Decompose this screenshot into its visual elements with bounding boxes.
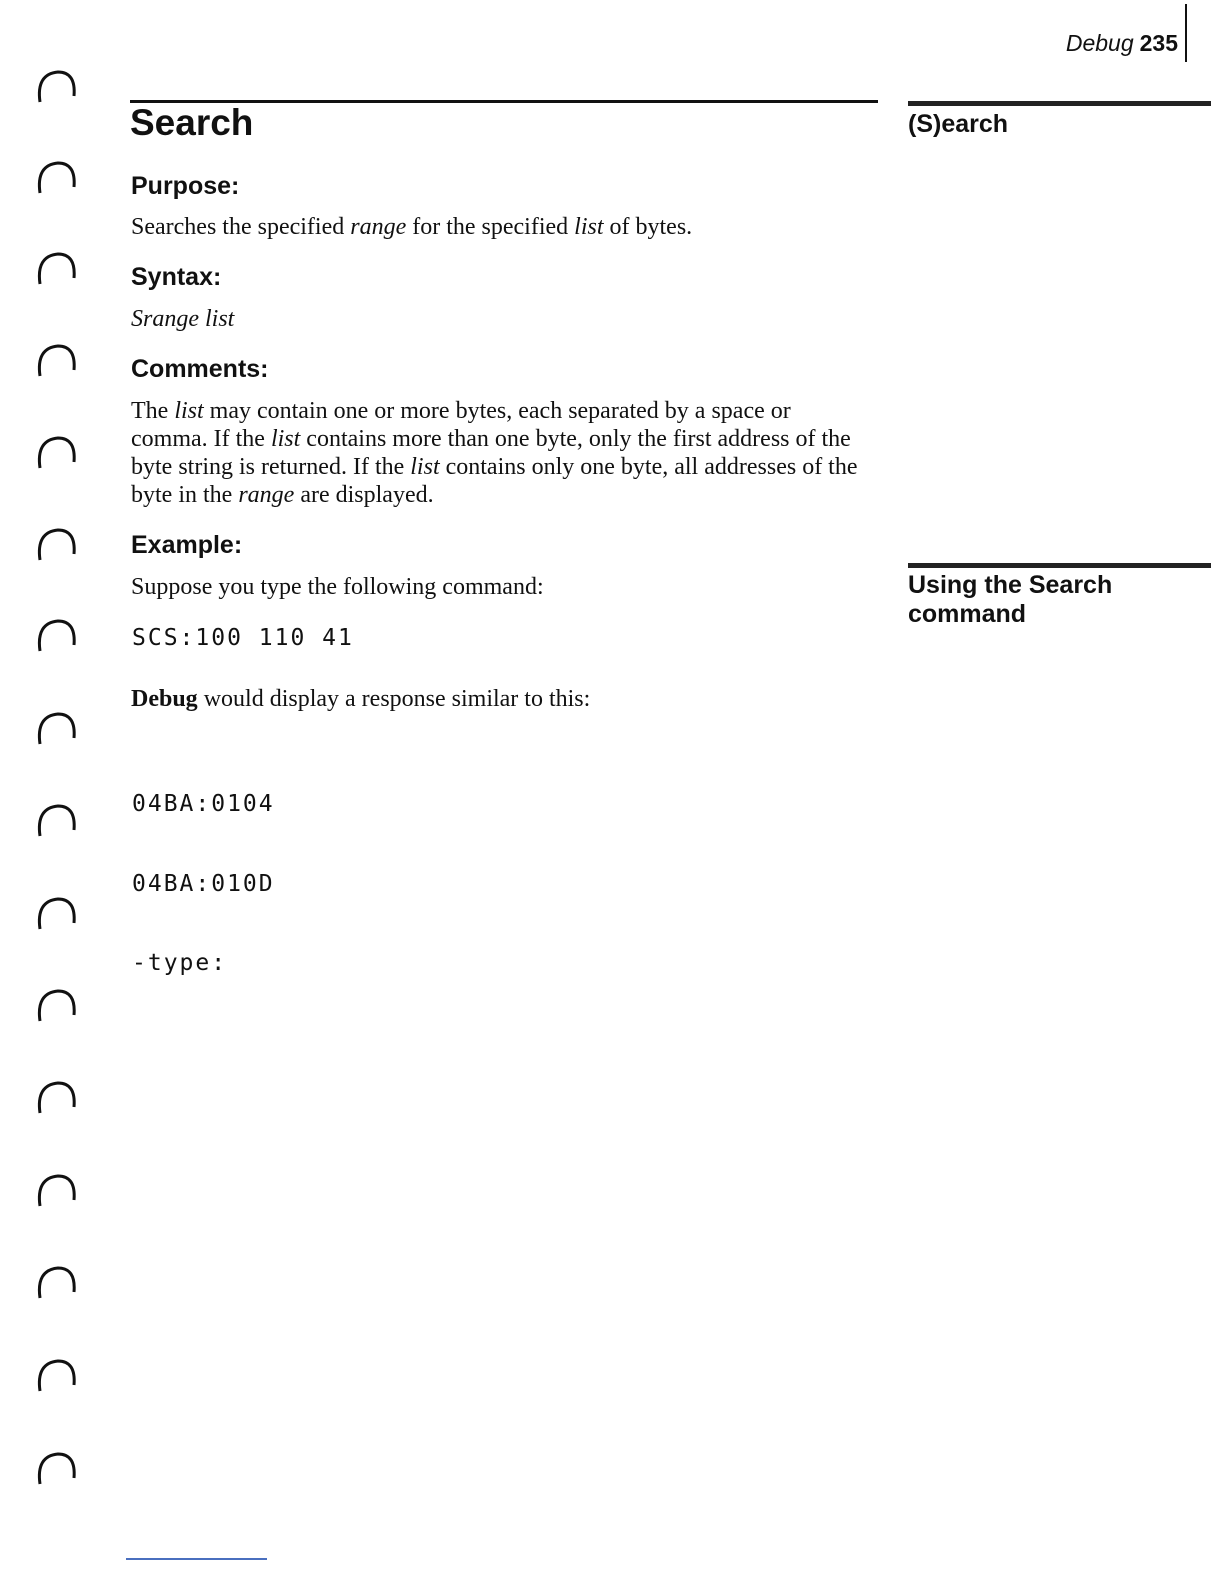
purpose-text bbox=[131, 213, 873, 241]
example-response-text bbox=[131, 685, 873, 713]
debug-name: Debug bbox=[131, 686, 198, 712]
comments-text bbox=[131, 397, 873, 509]
page-title: Search bbox=[130, 102, 254, 143]
running-header bbox=[1066, 30, 1178, 57]
sidebar-command-label: (S)earch bbox=[908, 110, 1009, 138]
sidebar-rule-top bbox=[908, 101, 1211, 106]
comments-heading: Comments: bbox=[131, 355, 269, 383]
binder-hole bbox=[30, 1262, 80, 1304]
term-list: list bbox=[270, 426, 301, 452]
binder-hole bbox=[30, 800, 80, 842]
output-line: -type: bbox=[132, 950, 228, 976]
comments-text-part: contains more than one byte, only the first address of the byte string is returned. If the bbox=[131, 426, 851, 480]
binder-hole bbox=[30, 708, 80, 750]
syntax-args: range list bbox=[143, 306, 235, 332]
term-list: list bbox=[174, 398, 204, 424]
binder-hole bbox=[30, 1170, 80, 1212]
header-divider bbox=[1185, 4, 1187, 62]
syntax-command: S bbox=[131, 306, 143, 332]
example-heading: Example: bbox=[131, 531, 243, 559]
binder-hole bbox=[30, 985, 80, 1027]
purpose-text-part: of bytes. bbox=[603, 214, 693, 240]
binder-hole bbox=[30, 893, 80, 935]
sidebar-usage-heading: Using the Search command bbox=[908, 571, 1113, 628]
binder-hole bbox=[30, 615, 80, 657]
binder-hole bbox=[30, 1448, 80, 1490]
term-range: range bbox=[238, 482, 295, 508]
binder-hole bbox=[30, 1077, 80, 1119]
purpose-text-part: Searches the specified bbox=[131, 214, 351, 240]
sidebar-rule-usage bbox=[908, 563, 1211, 568]
comments-text-part: may contain one or more bytes, each separated by a space or comma. If the bbox=[131, 398, 791, 452]
syntax-line bbox=[131, 305, 873, 333]
example-command: SCS:100 110 41 bbox=[132, 625, 354, 651]
response-text-part: would display a response similar to this: bbox=[197, 686, 591, 712]
binder-hole bbox=[30, 524, 80, 566]
output-line: 04BA:0104 bbox=[132, 791, 275, 817]
output-line: 04BA:010D bbox=[132, 870, 275, 897]
binder-hole bbox=[30, 248, 80, 290]
comments-text-part: contains only one byte, all addresses of the byte in the bbox=[131, 454, 858, 508]
page-number: 235 bbox=[1139, 30, 1178, 56]
term-range: range bbox=[350, 214, 407, 240]
purpose-heading: Purpose: bbox=[131, 172, 240, 200]
term-list: list bbox=[410, 454, 440, 480]
term-list: list bbox=[574, 214, 604, 240]
binder-hole bbox=[30, 1355, 80, 1397]
binder-hole bbox=[30, 66, 80, 108]
comments-text-part: The bbox=[131, 398, 175, 424]
example-intro: Suppose you type the following command: bbox=[131, 574, 544, 600]
binder-hole bbox=[30, 157, 80, 199]
purpose-text-part: for the specified bbox=[406, 214, 575, 240]
header-section-name: Debug bbox=[1065, 30, 1134, 56]
footer-rule bbox=[126, 1558, 267, 1560]
binder-hole bbox=[30, 340, 80, 382]
binder-hole bbox=[30, 432, 80, 474]
syntax-heading: Syntax: bbox=[131, 263, 222, 291]
comments-text-part: are displayed. bbox=[294, 482, 434, 508]
example-output bbox=[132, 738, 275, 1003]
